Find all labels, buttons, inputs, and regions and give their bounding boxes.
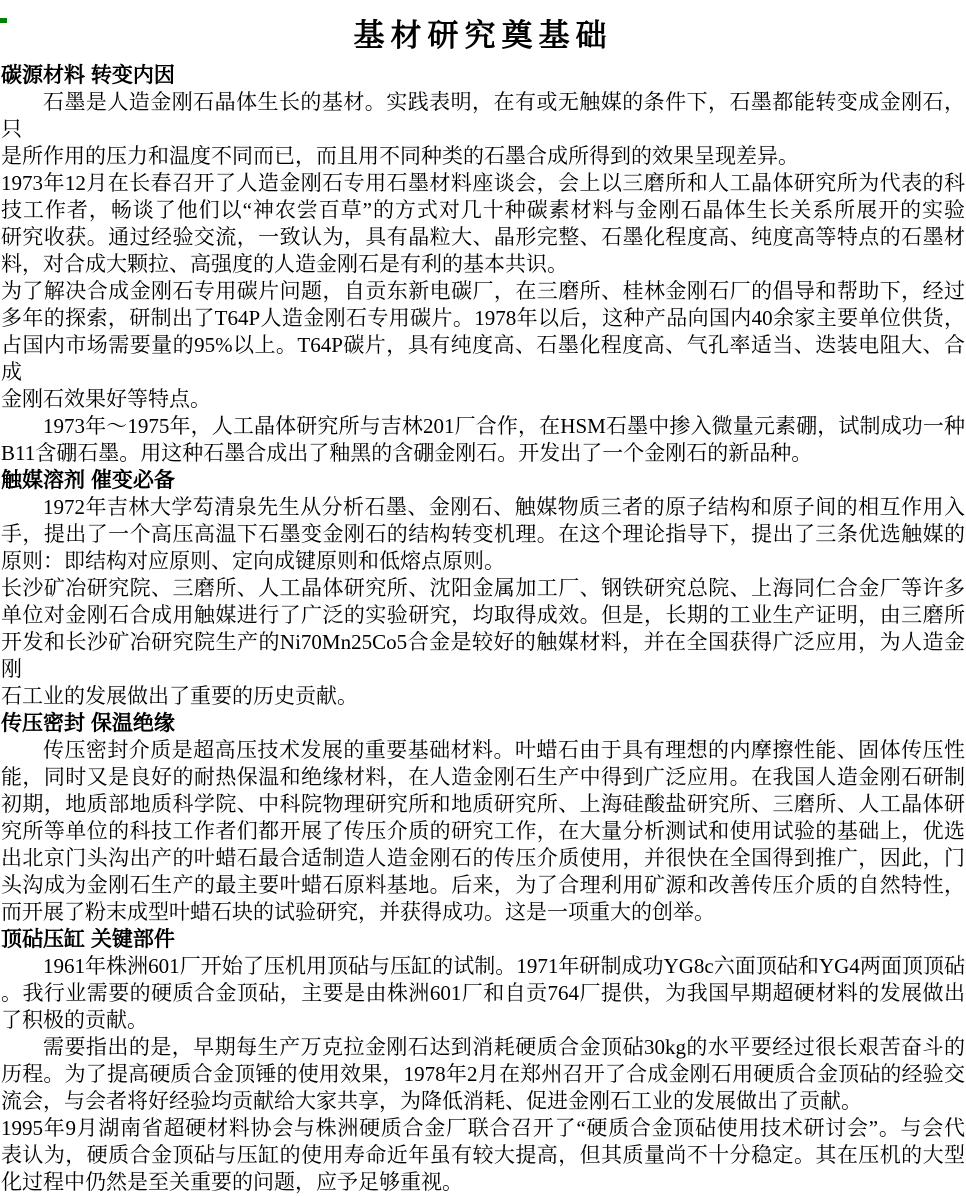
text-line: 长沙矿冶研究院、三磨所、人工晶体研究所、沈阳金属加工厂、钢铁研究总院、上海同仁合金厂等许多 [1,576,965,600]
text-line: 初期，地质部地质科学院、中科院物理研究所和地质研究所、上海硅酸盐研究所、三磨所、人工晶体研 [1,792,965,816]
text-line: 化过程中仍然是至关重要的问题，应予足够重视。 [1,1170,463,1194]
text-line: 1995年9月湖南省超硬材料协会与株洲硬质合金厂联合召开了“硬质合金顶砧使用技术研讨会”。与会代 [1,1116,965,1140]
text-line: 表认为，硬质合金顶砧与压缸的使用寿命近年虽有较大提高，但其质量尚不十分稳定。其在压机的大型 [1,1143,965,1167]
text-line: 能，同时又是良好的耐热保温和绝缘材料，在人造金刚石生产中得到广泛应用。在我国人造金刚石研制 [1,765,965,789]
section-heading: 触媒溶剂 催变必备 [1,469,175,492]
page-title: 基材研究奠基础 [353,18,613,53]
text-line: 出北京门头沟出产的叶蜡石最合适制造人造金刚石的传压介质使用，并很快在全国得到推广，因此，门 [1,846,965,870]
text-line: 料，对合成大颗拉、高强度的人造金刚石是有利的基本共识。 [1,252,568,276]
text-line: 研究收获。通过经验交流，一致认为，具有晶粒大、晶形完整、石墨化程度高、纯度高等特点的石墨材 [1,225,965,249]
text-line: 了积极的贡献。 [1,1008,148,1032]
text-line: 1961年株洲601厂开始了压机用顶砧与压缸的试制。1971年研制成功YG8c六面顶砧和YG4两面顶顶砧 [43,954,965,978]
text-line: 多年的探索，研制出了T64P人造金刚石专用碳片。1978年以后，这种产品向国内40余家主要单位供货， [1,306,965,330]
text-line: 为了解决合成金刚石专用碳片问题，自贡东新电碳厂，在三磨所、桂林金刚石厂的倡导和帮助下，经过 [1,279,965,303]
text-line: 传压密封介质是超高压技术发展的重要基础材料。叶蜡石由于具有理想的内摩擦性能、固体传压性 [43,738,965,762]
text-line: 究所等单位的科技工作者们都开展了传压介质的研究工作，在大量分析测试和使用试验的基础上，优选 [1,819,965,843]
text-line: 金刚石效果好等特点。 [1,387,211,411]
document-page [0,18,966,1194]
text-line: 石工业的发展做出了重要的历史贡献。 [1,684,358,708]
text-line: 技工作者，畅谈了他们以“神农尝百草”的方式对几十种碳素材料与金刚石晶体生长关系所展开的实验 [1,198,965,222]
text-line: 流会，与会者将好经验均贡献给大家共享，为降低消耗、促进金刚石工业的发展做出了贡献。 [1,1089,862,1113]
text-line: 原则：即结构对应原则、定向成键原则和低熔点原则。 [1,549,505,573]
text-line: 而开展了粉末成型叶蜡石块的试验研究，并获得成功。这是一项重大的创举。 [1,900,715,924]
text-line: 1972年吉林大学芶清泉先生从分析石墨、金刚石、触媒物质三者的原子结构和原子间的相互作用入 [43,495,965,519]
text-line: B11含硼石墨。用这种石墨合成出了釉黑的含硼金刚石。开发出了一个金刚石的新品种。 [1,441,813,465]
text-line: 1973年12月在长春召开了人造金刚石专用石墨材料座谈会，会上以三磨所和人工晶体研究所为代表的科 [1,171,965,195]
document-body [0,62,966,1196]
section-heading: 碳源材料 转变内因 [1,64,175,87]
text-line: 单位对金刚石合成用触媒进行了广泛的实验研究，均取得成效。但是，长期的工业生产证明，由三磨所 [1,603,965,627]
text-line: 。我行业需要的硬质合金顶砧，主要是由株洲601厂和自贡764厂提供，为我国早期超硬材料的发展做出 [1,981,965,1005]
text-line: 占国内市场需要量的95%以上。T64P碳片，具有纯度高、石墨化程度高、气孔率适当、迭装电阻大、合成 [1,333,965,384]
text-line: 历程。为了提高硬质合金顶锤的使用效果，1978年2月在郑州召开了合成金刚石用硬质合金顶砧的经验交 [1,1062,965,1086]
text-line: 头沟成为金刚石生产的最主要叶蜡石原料基地。后来，为了合理利用矿源和改善传压介质的自然特性， [1,873,965,897]
scan-artifact-mark [0,18,7,23]
section-heading: 顶砧压缸 关键部件 [1,928,175,951]
text-line: 石墨是人造金刚石晶体生长的基材。实践表明，在有或无触媒的条件下，石墨都能转变成金刚石，只 [1,90,965,141]
text-line: 需要指出的是，早期每生产万克拉金刚石达到消耗硬质合金顶砧30kg的水平要经过很长艰苦奋斗的 [43,1035,965,1059]
text-line: 1973年～1975年，人工晶体研究所与吉林201厂合作，在HSM石墨中掺入微量元素硼，试制成功一种 [43,414,965,438]
text-line: 是所作用的压力和温度不同而已，而且用不同种类的石墨合成所得到的效果呈现差异。 [1,144,799,168]
text-line: 开发和长沙矿冶研究院生产的Ni70Mn25Co5合金是较好的触媒材料，并在全国获得广泛应用，为人造金刚 [1,630,965,681]
text-line: 手，提出了一个高压高温下石墨变金刚石的结构转变机理。在这个理论指导下，提出了三条优选触媒的 [1,522,965,546]
section-heading: 传压密封 保温绝缘 [1,712,175,735]
